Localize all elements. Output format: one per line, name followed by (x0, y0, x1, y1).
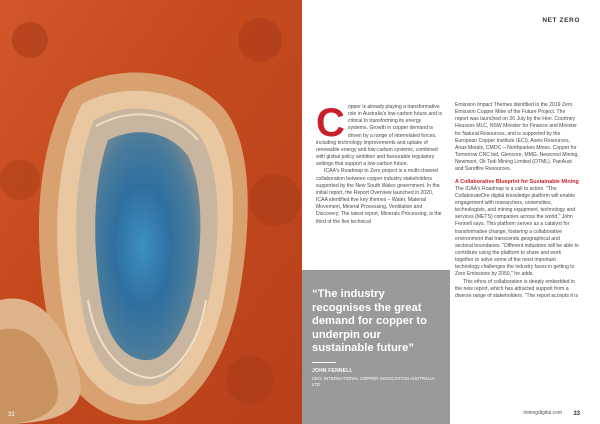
subheading: A Collaborative Blueprint for Sustainable Mining (455, 178, 579, 185)
article-column-1 (316, 101, 443, 226)
quote-attribution-name: JOHN FENNELL (312, 368, 353, 374)
paragraph: This ethos of collaboration is deeply embedded in the new report, which has attracted support from a diverse range of stakeholders. "The report accepts it is (455, 278, 578, 299)
paragraph: The ICAA's Roadmap is a call to action. "The CollaborateOre digital knowledge platform will enable engagement with researchers, universities, technologists, and mining equipment, technology and services (METS) companies across the world," John Fennell says. This platform serves as a catalyst for transformative change, fostering a collaborative environment that transcends geographical and sectoral boundaries. "Different industries will be able to contribute using the platform to share and work together to solve some of the most important technology challenges the industry faces in getting to Zero Emissions by 2050," he adds. (455, 185, 579, 278)
quote-attribution-title: CEO, INTERNATIONAL COPPER ASSOCIATION AUSTRALIA LTD (312, 376, 435, 387)
page-number-left: 32 (8, 412, 15, 418)
pull-quote-box (302, 270, 450, 424)
paragraph-text: opper is already playing a transformative role in Australia's low-carbon future and is critical to transforming its energy systems. Growth in copper demand is driven by a range of interrelated forces, including technology improvements and uptake of renewable energy and low-carbon systems, combined with global policy ambition and favourable regulatory settings that support a low-carbon future. (316, 104, 443, 168)
paragraph: Emission Impact Themes identified in the 2019 Zero Emission Copper Mine of the Future Project. The report was launched on 26 July by the Hon. Courtney Houssos MLC, NSW Minister for Finance and Minister for Natural Resources, and is supported by the European Copper Institute (ECI), Axeis Resources, Anax Metals, CMOC – Northparkes Mines, Copper for Tomorrow CRC bid, Glencore, MMG, Newcrest Mining, Newmont, Ok Tedi Mining Limited (OTML), PanAust and Sandfire Resources. (455, 102, 579, 173)
footer-url[interactable]: miningdigital.com (523, 410, 562, 416)
pull-quote-text: “The industry recognises the great demand for copper to underpin our sustainable future” (312, 288, 427, 354)
divider (312, 362, 336, 363)
paragraph: ICAA's Roadmap to Zero project is a multi-channel collaboration between copper industry stakeholders supported by the New South Wales government. In the initial report, the Report Overview launched in 2020, ICAA identified five key themes – Water, Material Movement, Mineral Processing, Ventilation and Discovery. The latest report, Minerals Processing, is the third of the five technical (316, 168, 442, 225)
section-label: NET ZERO (542, 17, 580, 24)
page-number-right: 33 (573, 411, 580, 417)
article-column-2 (455, 102, 579, 300)
dropcap: C (316, 101, 345, 145)
paragraph (316, 101, 443, 168)
